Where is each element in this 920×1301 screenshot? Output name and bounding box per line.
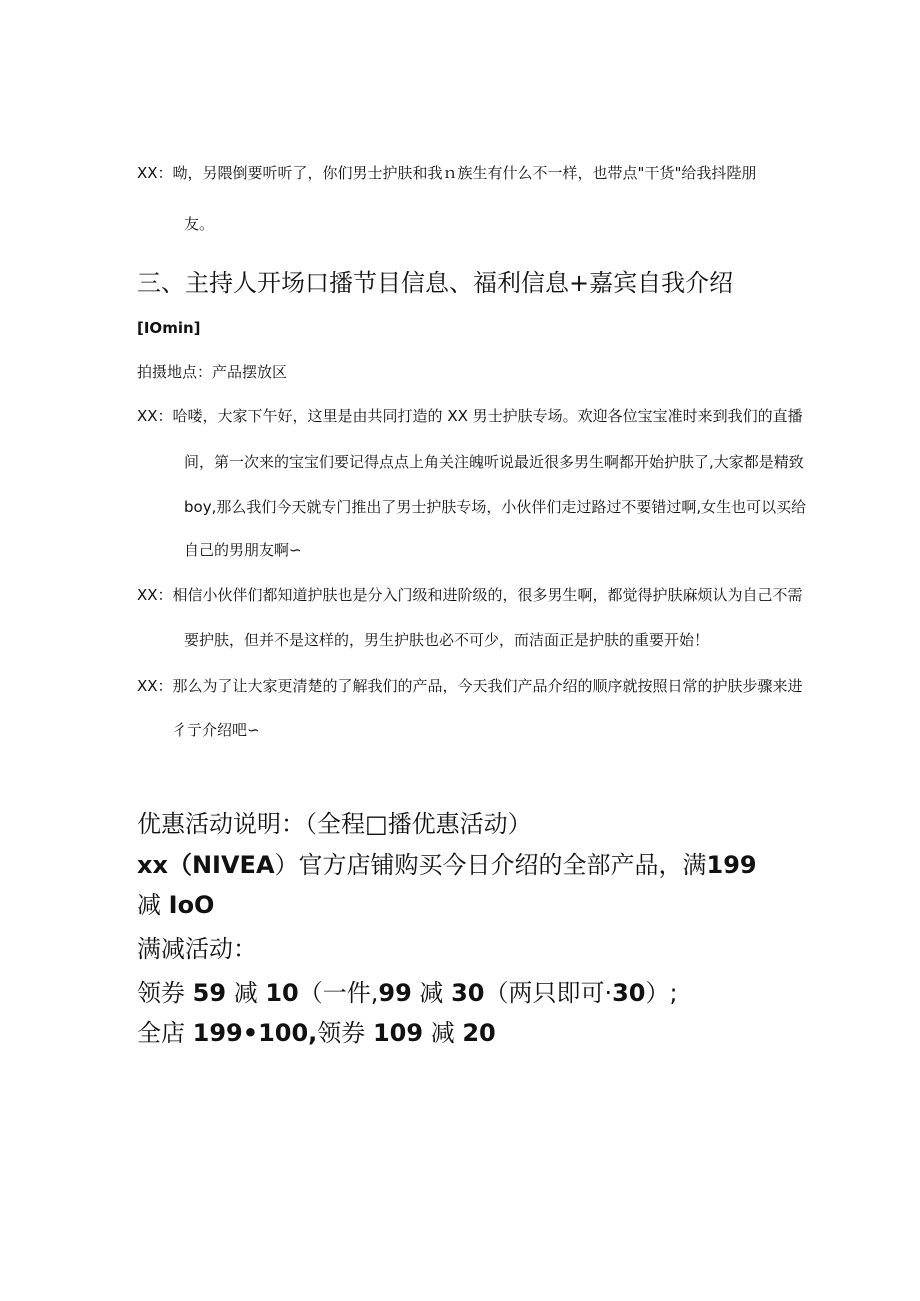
host-line-1-3: boy,那么我们今天就专门推出了男士护肤专场，小伙伴们走过路过不要错过啊,女生也可以买给 — [184, 498, 807, 516]
coupon-threshold-3: 109 — [372, 1019, 424, 1047]
section-3-duration: [IOmin] — [137, 319, 201, 337]
intro-line-2: 友。 — [184, 215, 215, 233]
coupon-amount-1: 10 — [265, 979, 299, 1007]
coupon-reduce-label-1: 减 — [233, 979, 258, 1007]
store-label: 全店 — [137, 1019, 185, 1047]
promo-line-3 — [137, 977, 678, 1009]
promo-reduce-label: 减 — [137, 891, 161, 919]
intro-line-1: XX：呦，另隈倒要听听了，你们男士护肤和我ｎ族生有什么不一样，也带点"干货"给我抖陛朋 — [137, 164, 757, 182]
promo-line-1 — [137, 849, 757, 881]
coupon-amount-2: 30 — [451, 979, 485, 1007]
coupon-note-1: （一件, — [298, 979, 379, 1007]
host-line-1-4: 自己的男朋友啊∽ — [184, 541, 302, 559]
coupon-note-close: ）; — [645, 979, 678, 1007]
coupon-reduce-label-3: 减 — [430, 1019, 455, 1047]
promo-line-2 — [137, 889, 214, 921]
host-line-3-2: 彳亍介绍吧∽ — [172, 721, 260, 739]
coupon-label-2: 领券 — [317, 1019, 366, 1047]
host-line-2-2: 要护肤，但并不是这样的，男生护肤也必不可少，而洁面正是护肤的重要开始！ — [184, 631, 710, 649]
host-line-2-1: XX：相信小伙伴们都知道护肤也是分入门级和进阶级的，很多男生啊，都觉得护肤麻烦认为自己不需 — [137, 586, 803, 604]
promo-title: 优惠活动说明：（全程□播优惠活动） — [137, 810, 532, 838]
promo-brand-close: ）官方店铺购买今日介绍的全部产品，满 — [274, 851, 707, 879]
coupon-reduce-label-2: 减 — [419, 979, 444, 1007]
coupon-label: 领券 — [137, 979, 185, 1007]
promo-reduce-amount: IoO — [168, 891, 215, 919]
coupon-threshold-1: 59 — [192, 979, 227, 1007]
promo-subtitle: 满减活动： — [137, 935, 257, 963]
coupon-amount-4: 20 — [462, 1019, 496, 1047]
host-line-1-1: XX：哈喽，大家下午好，这里是由共同打造的 XX 男士护肤专场。欢迎各位宝宝准时来到我们的直播 — [137, 407, 803, 425]
section-3-location: 拍摄地点：产品摆放区 — [137, 363, 288, 381]
section-3-title: 三、主持人开场口播节目信息、福利信息+嘉宾自我介绍 — [137, 269, 734, 297]
host-line-3-1: XX：那么为了让大家更清楚的了解我们的产品，今天我们产品介绍的顺序就按照日常的护肤步骤来进 — [137, 677, 803, 695]
host-line-1-2: 间，第一次来的宝宝们要记得点点上角关注魄听说最近很多男生啊都开始护肤了,大家都是精致 — [184, 453, 804, 471]
promo-threshold: 199 — [706, 851, 757, 879]
promo-brand-nivea: NIVEA — [191, 851, 275, 879]
promo-brand-xx: xx（ — [137, 851, 192, 879]
store-discount: 199•100, — [192, 1019, 318, 1047]
coupon-amount-3: 30 — [612, 979, 646, 1007]
coupon-note-2: （两只即可· — [484, 979, 613, 1007]
coupon-threshold-2: 99 — [378, 979, 412, 1007]
promo-line-4 — [137, 1017, 496, 1049]
